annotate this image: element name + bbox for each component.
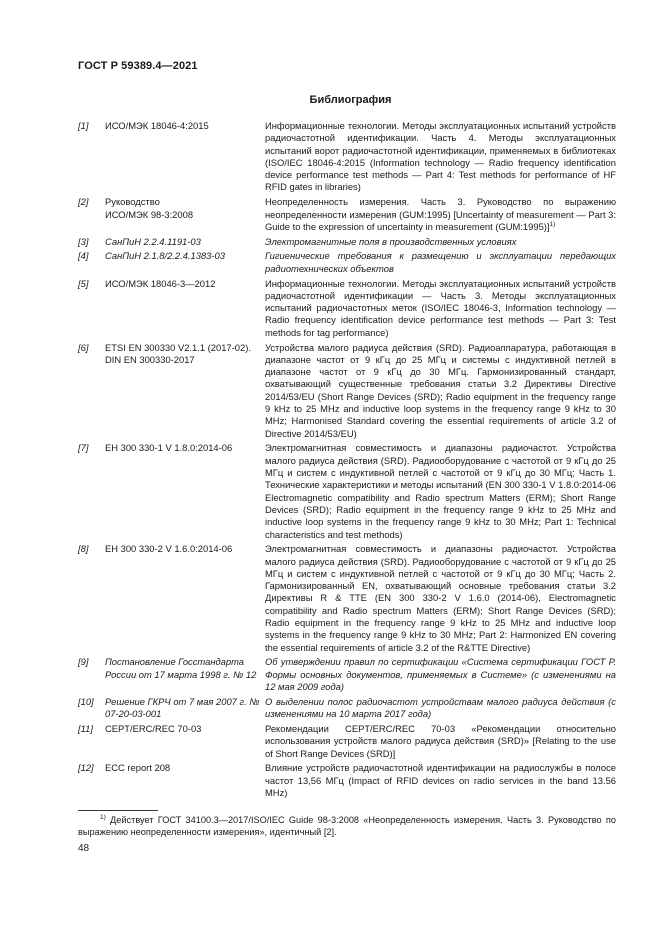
- entry-number: [1]: [78, 120, 89, 131]
- footnote-separator: [78, 810, 158, 811]
- entry-source: Решение ГКРЧ от 7 мая 2007 г. № 07-20-03-001: [105, 695, 260, 720]
- bibliography-entry: [78, 723, 616, 760]
- entry-source: CEPT/ERC/REC 70-03: [105, 722, 202, 734]
- bibliography-entry: [78, 543, 616, 654]
- entry-source: ЕН 300 330-1 V 1.8.0:2014-06: [105, 442, 233, 454]
- entry-number: [5]: [78, 277, 89, 289]
- footnote: [78, 814, 616, 838]
- section-title: [0, 94, 661, 106]
- entry-number: [6]: [78, 341, 89, 353]
- footnote-text: Действует ГОСТ 34100.3—2017/ISO/IEC Guide 98-3:2008 «Неопределенность измерения. Часть 3. Руководство по выражению неопределенности измерения», идентичный [2].: [78, 815, 616, 837]
- entry-source: ETSI EN 300330 V2.1.1 (2017-02). DIN EN 300330-2017: [105, 341, 251, 365]
- entry-source: СанПиН 2.2.4.1191-03: [105, 235, 201, 247]
- entry-description: Электромагнитная совместимость и диапазоны радиочастот. Устройства малого радиуса действия (SRD). Радиооборудование с частотой от 9 кГц до 25 МГц и систем с индуктивной петлей с частотой от 9 кГц до 30 МГц; Часть 1. Технические характеристики и методы испытаний (EN 300 330-1 V 1.8.0:2014-06 Electromagnetic compatibility and Radio spectrum Matters (ERM); Short Range Devices (SRD); Radio equipment in the frequency range 9 kHz to 25 MHz and inductive loop systems in the frequency range 9 kHz to 30 MHz; Part 1: Technical characteristics and test methods): [265, 442, 616, 540]
- bibliography-entry: [78, 278, 616, 339]
- entry-source: ИСО/МЭК 18046-4:2015: [105, 120, 209, 131]
- entry-number: [9]: [78, 656, 89, 668]
- entry-description: Электромагнитные поля в производственных условиях: [265, 235, 517, 247]
- bibliography-entry: [78, 656, 616, 693]
- footnote-reference[interactable]: 1): [549, 220, 556, 228]
- entry-description: Электромагнитная совместимость и диапазоны радиочастот. Устройства малого радиуса действия (SRD). Радиооборудование с частотой от 9 кГц до 25 МГц и систем с индуктивной петлей с частотой от 9 кГц до 30 МГц; Часть 2. Гармонизированный EN, охватывающий основные требования статьи 3.2 Директивы R & TTE (EN 300 330-2 V 1.6.0 (2014-06), Electromagnetic compatibility and Radio spectrum Matters (ERM); Short Range Devices (SRD); Radio equipment in the frequency range 9 kHz to 25 MHz and inductive loop systems in the frequency range 9 kHz to 30 MHz; Part 2: Harmonized EN covering the essential requirements of article 3.2 of the R&TTE Directive): [265, 543, 616, 653]
- footnote-mark: 1): [100, 813, 106, 821]
- section-title-text: Библиография: [309, 94, 392, 106]
- entry-source: Постановление Госстандарта России от 17 марта 1998 г. № 12: [105, 656, 257, 680]
- entry-description: О выделении полос радиочастот устройствам малого радиуса действия (с изменениями на 10 марта 2017 года): [265, 695, 616, 720]
- entry-description: Об утверждении правил по сертификации «Система сертификации ГОСТ Р. Формы основных документов, применяемых в Системе» (с изменениями на 12 мая 2009 года): [265, 656, 616, 693]
- entry-source: Руководство ИСО/МЭК 98-3:2008: [105, 196, 194, 220]
- entry-number: [3]: [78, 235, 89, 247]
- entry-number: [11]: [78, 722, 93, 734]
- bibliography-entry: [78, 120, 616, 194]
- entry-source: ЕН 300 330-2 V 1.6.0:2014-06: [105, 543, 233, 555]
- entry-description: Гигиенические требования к размещению и эксплуатации передающих радиотехнических объектов: [265, 250, 616, 274]
- bibliography-entry: [78, 196, 616, 233]
- bibliography-entry: [78, 762, 616, 799]
- bibliography-entry: [78, 250, 616, 275]
- entry-number: [4]: [78, 250, 89, 262]
- entry-description: Устройства малого радиуса действия (SRD). Радиоаппаратура, работающая в диапазоне частот от 9 кГц до 25 МГц и системы с индуктивной петлей в диапазоне частот от 9 кГц до 30 МГц. Гармонизированный стандарт, охватывающий существенные требования статьи 3.2 Директивы Directive 2014/53/EU (Short Range Devices (SRD); Radio equipment in the frequency range 9 kHz to 25 MHz and inductive loop systems in the frequency range 9 kHz to 30 MHz; Harmonised Standard covering the essential requirements of article 3.2 of Directive 2014/53/EU): [265, 341, 616, 439]
- entry-number: [10]: [78, 695, 94, 707]
- bibliography-entry: [78, 442, 616, 540]
- bibliography-list: [78, 120, 616, 802]
- entry-description: Влияние устройств радиочастотной идентификации на радиослужбы в полосе частот 13,56 МГц (Impact of RFID devices on radio services in the band 13.56 MHz): [265, 762, 616, 798]
- entry-description: [265, 196, 616, 233]
- bibliography-entry: [78, 236, 616, 248]
- entry-source: ИСО/МЭК 18046-3—2012: [105, 277, 216, 289]
- entry-number: [8]: [78, 543, 89, 555]
- bibliography-entry: [78, 342, 616, 440]
- entry-description: Информационные технологии. Методы эксплуатационных испытаний устройств радиочастотной идентификации — Часть 3. Методы эксплуатационных испытаний радиочастотных меток (ISO/IEC 18046-3, Information technology — Radio frequency identification device performance test methods — Part 3: Test methods for tag performance): [265, 277, 616, 338]
- entry-description: Информационные технологии. Методы эксплуатационных испытаний устройств радиочастотной идентификации. Часть 4. Методы эксплуатационных испытаний ворот радиочастотной идентификации, применяемых в библиотеках (ISO/IEC 18046-4:2015 (Information technology — Radio frequency identification device performance test methods — Part 4: Test methods for performance of HF RFID gates in libraries): [265, 120, 616, 193]
- entry-description: Рекомендации CEPT/ERC/REC 70-03 «Рекомендации относительно использования устройств малого радиуса действия (SRD)» [Relating to the use of Short Range Devices (SRD)]: [265, 722, 616, 759]
- bibliography-entry: [78, 696, 616, 721]
- page-number: 48: [78, 843, 90, 854]
- entry-number: [2]: [78, 196, 89, 208]
- entry-source: СанПиН 2.1.8/2.2.4.1383-03: [105, 250, 225, 262]
- entry-source: ECC report 208: [105, 762, 171, 774]
- entry-number: [12]: [78, 762, 94, 774]
- entry-description-text: Неопределенность измерения. Часть 3. Руководство по выражению неопределенности измерения (GUM:1995) [Uncertainty of measurement — Part 3: Guide to the expression of uncertainty in measurement (GUM:1995)]: [265, 196, 616, 232]
- entry-number: [7]: [78, 442, 89, 454]
- document-id-header: ГОСТ Р 59389.4—2021: [78, 60, 198, 72]
